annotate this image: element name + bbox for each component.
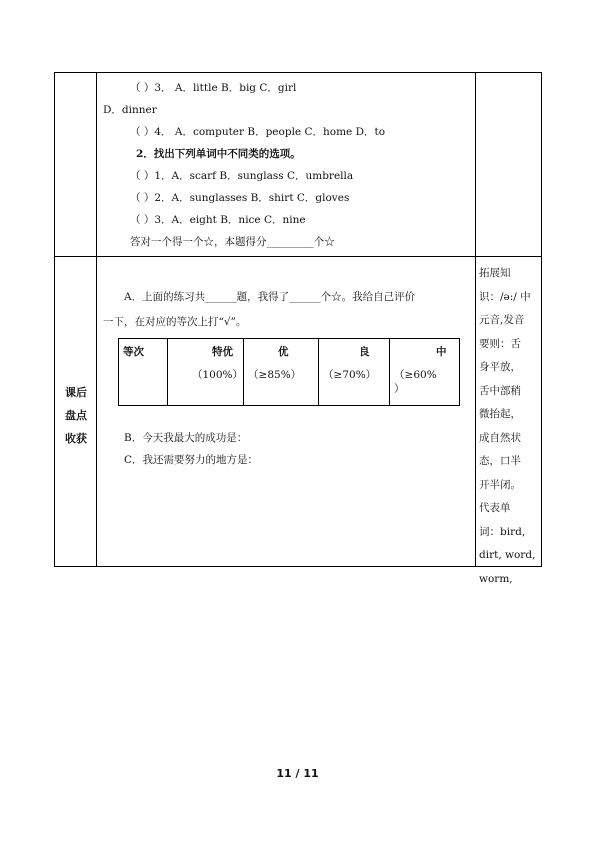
grade-value-good: （≥85%） [248, 369, 302, 381]
grade-header-pass: 中 [436, 346, 447, 358]
question-3-line: （ ）3． A．little B．big C．girl [130, 82, 297, 94]
grade-value-fair: （≥70%） [323, 369, 377, 381]
grade-cell-pass [390, 339, 460, 406]
note-line: dirt, word, [479, 549, 536, 561]
extension-notes [479, 262, 539, 591]
grade-header-excellent: 特优 [212, 346, 233, 358]
grade-cell-fair [319, 339, 390, 406]
reflection-line-a1: A．上面的练习共______题，我得了______个☆。我给自己评价 [124, 291, 416, 303]
reflection-line-c: C．我还需要努力的地方是： [124, 454, 259, 466]
note-line: 舌中部稍 [479, 384, 521, 397]
note-line: 词：bird, [479, 525, 526, 538]
note-line: 态，口半 [479, 455, 521, 467]
grade-cell-excellent [168, 339, 244, 406]
note-line: 身平放， [479, 361, 521, 373]
table-bottom-border [54, 566, 542, 567]
reflection-line-a2: 一下，在对应的等次上打“√”。 [103, 316, 247, 328]
note-line: 元音,发音 [479, 314, 525, 326]
reflection-line-b: B．今天我最大的成功是： [124, 432, 248, 444]
question-4-line: （ ）4． A．computer B．people C．home D．to [130, 126, 386, 138]
note-line: 成自然状 [479, 431, 521, 444]
score-line-suffix: 个☆ [313, 236, 335, 248]
score-line [130, 235, 335, 249]
grade-header-label: 等次 [123, 346, 144, 358]
grade-header-good: 优 [278, 346, 289, 358]
note-line: 要则：舌 [479, 337, 521, 350]
grade-table [118, 338, 460, 406]
side-label-2: 盘点 [65, 409, 87, 422]
table-right-border [541, 72, 542, 567]
section-2-heading: 2．找出下列单词中不同类的选项。 [136, 148, 301, 160]
odd-one-out-row-1: （ ）1．A．scarf B．sunglass C．umbrella [130, 170, 354, 182]
note-line: 微抬起， [479, 408, 521, 420]
side-label-3: 收获 [65, 432, 87, 445]
note-line: 开半闭。 [479, 478, 521, 491]
table-col1-border [96, 72, 97, 567]
table-top-border [54, 72, 542, 73]
note-line: 代表单 [479, 502, 511, 514]
question-3-option-d: D．dinner [103, 104, 157, 116]
note-line: worm, [479, 572, 513, 585]
grade-header-fair: 良 [359, 346, 370, 358]
grade-value-excellent: （100%） [192, 369, 244, 381]
grade-value-pass-close: ） [394, 383, 405, 395]
score-line-text: 答对一个得一个☆，本题得分 [130, 236, 267, 248]
table-left-border [54, 72, 55, 567]
table-col2-border [475, 72, 476, 567]
grade-value-pass: （≥60% [394, 369, 437, 381]
score-blank: _________ [266, 236, 314, 248]
page-number: 11 / 11 [276, 767, 319, 780]
grade-cell-label [119, 339, 168, 406]
odd-one-out-row-3: （ ）3．A．eight B．nice C．nine [130, 214, 306, 226]
note-line: 拓展知 [479, 267, 511, 279]
note-line: 识：/ə:/ 中 [479, 290, 531, 303]
odd-one-out-row-2: （ ）2．A．sunglasses B．shirt C．gloves [130, 192, 350, 204]
side-label-1: 课后 [65, 386, 87, 399]
table-middle-border [54, 256, 542, 257]
grade-cell-good [244, 339, 319, 406]
